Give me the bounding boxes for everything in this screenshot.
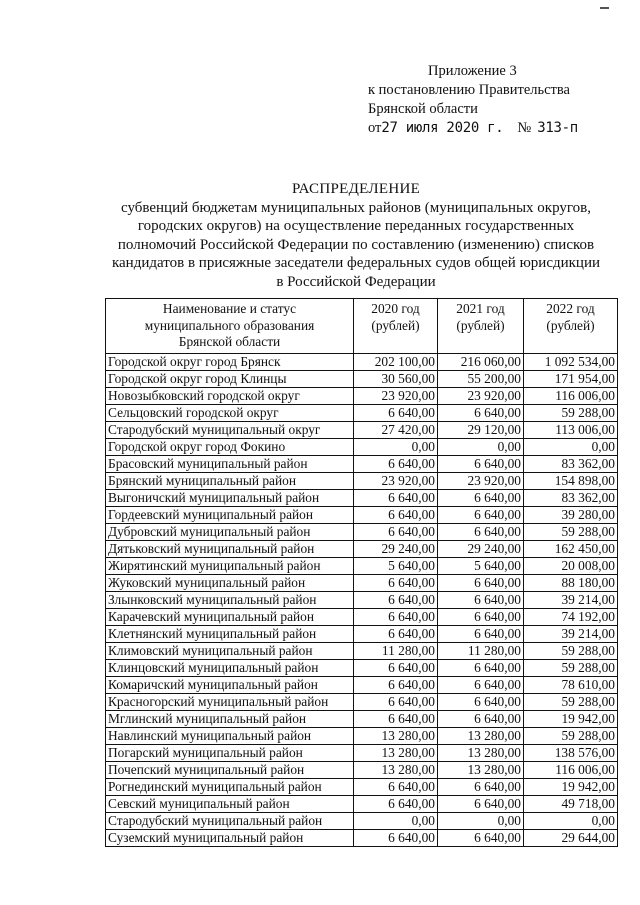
cell-y2021: 6 640,00 — [438, 795, 524, 812]
cell-name: Севский муниципальный район — [106, 795, 354, 812]
cell-y2022: 88 180,00 — [524, 574, 618, 591]
cell-y2022: 19 942,00 — [524, 710, 618, 727]
cell-y2021: 29 120,00 — [438, 421, 524, 438]
cell-y2022: 59 288,00 — [524, 404, 618, 421]
table-row — [106, 540, 618, 557]
table-row — [106, 353, 618, 370]
header-year: 2022 год — [546, 301, 595, 316]
table-row — [106, 438, 618, 455]
cell-y2021: 216 060,00 — [438, 353, 524, 370]
cell-name: Навлинский муниципальный район — [106, 727, 354, 744]
table-row — [106, 404, 618, 421]
cell-y2022: 59 288,00 — [524, 693, 618, 710]
cell-name: Клинцовский муниципальный район — [106, 659, 354, 676]
header-year: 2020 год — [371, 301, 420, 316]
table-row — [106, 506, 618, 523]
table-row — [106, 455, 618, 472]
header-year: 2021 год — [456, 301, 505, 316]
cell-y2020: 6 640,00 — [354, 693, 438, 710]
appendix-date-line — [368, 119, 578, 138]
title-line: в Российской Федерации — [276, 273, 436, 290]
cell-name: Дятьковский муниципальный район — [106, 540, 354, 557]
header-unit: (рублей) — [456, 317, 505, 333]
cell-y2021: 6 640,00 — [438, 506, 524, 523]
cell-y2020: 6 640,00 — [354, 506, 438, 523]
cell-y2022: 59 288,00 — [524, 642, 618, 659]
table-row — [106, 370, 618, 387]
table-row — [106, 387, 618, 404]
table-row — [106, 744, 618, 761]
table-row — [106, 574, 618, 591]
appendix-number-sign: № — [517, 120, 532, 136]
cell-name: Новозыбковский городской округ — [106, 387, 354, 404]
cell-y2022: 83 362,00 — [524, 489, 618, 506]
table-row — [106, 642, 618, 659]
cell-y2021: 6 640,00 — [438, 710, 524, 727]
scan-mark — [600, 7, 609, 9]
appendix-title: Приложение 3 — [428, 63, 517, 79]
cell-y2020: 0,00 — [354, 438, 438, 455]
cell-y2021: 13 280,00 — [438, 761, 524, 778]
cell-y2022: 162 450,00 — [524, 540, 618, 557]
cell-y2022: 74 192,00 — [524, 608, 618, 625]
cell-y2020: 11 280,00 — [354, 642, 438, 659]
cell-y2022: 154 898,00 — [524, 472, 618, 489]
cell-y2021: 6 640,00 — [438, 608, 524, 625]
cell-y2021: 13 280,00 — [438, 727, 524, 744]
cell-y2022: 113 006,00 — [524, 421, 618, 438]
header-2020 — [354, 299, 438, 354]
table-row — [106, 693, 618, 710]
appendix-resolution: к постановлению Правительства — [368, 82, 570, 98]
cell-name: Жуковский муниципальный район — [106, 574, 354, 591]
cell-y2022: 29 644,00 — [524, 829, 618, 846]
table-header-row — [106, 299, 618, 354]
cell-y2021: 6 640,00 — [438, 523, 524, 540]
distribution-table — [105, 298, 618, 847]
table-row — [106, 676, 618, 693]
cell-y2021: 29 240,00 — [438, 540, 524, 557]
cell-y2021: 0,00 — [438, 812, 524, 829]
cell-y2020: 13 280,00 — [354, 727, 438, 744]
cell-y2020: 6 640,00 — [354, 659, 438, 676]
cell-y2020: 6 640,00 — [354, 829, 438, 846]
cell-y2020: 30 560,00 — [354, 370, 438, 387]
cell-y2020: 6 640,00 — [354, 455, 438, 472]
cell-y2021: 6 640,00 — [438, 693, 524, 710]
cell-name: Жирятинский муниципальный район — [106, 557, 354, 574]
cell-name: Климовский муниципальный район — [106, 642, 354, 659]
cell-name: Стародубский муниципальный район — [106, 812, 354, 829]
cell-name: Суземский муниципальный район — [106, 829, 354, 846]
cell-y2021: 6 640,00 — [438, 455, 524, 472]
header-name-line: Брянской области — [178, 334, 281, 349]
cell-y2020: 6 640,00 — [354, 574, 438, 591]
title-line: субвенций бюджетам муниципальных районов (муниципальных округов, — [120, 199, 592, 216]
cell-y2022: 49 718,00 — [524, 795, 618, 812]
cell-y2022: 116 006,00 — [524, 387, 618, 404]
table-row — [106, 727, 618, 744]
table-row — [106, 795, 618, 812]
cell-name: Выгоничский муниципальный район — [106, 489, 354, 506]
cell-y2021: 6 640,00 — [438, 489, 524, 506]
table-row — [106, 625, 618, 642]
cell-name: Городской округ город Брянск — [106, 353, 354, 370]
header-unit: (рублей) — [371, 317, 420, 333]
cell-name: Погарский муниципальный район — [106, 744, 354, 761]
cell-name: Стародубский муниципальный округ — [106, 421, 354, 438]
cell-y2022: 0,00 — [524, 812, 618, 829]
cell-y2022: 39 214,00 — [524, 625, 618, 642]
title-line: городских округов) на осуществление переданных государственных — [137, 218, 575, 234]
table-row — [106, 489, 618, 506]
cell-y2020: 13 280,00 — [354, 744, 438, 761]
cell-y2020: 29 240,00 — [354, 540, 438, 557]
cell-y2020: 6 640,00 — [354, 591, 438, 608]
cell-y2021: 6 640,00 — [438, 676, 524, 693]
cell-y2021: 6 640,00 — [438, 659, 524, 676]
cell-name: Городской округ город Клинцы — [106, 370, 354, 387]
cell-name: Клетнянский муниципальный район — [106, 625, 354, 642]
title-main: РАСПРЕДЕЛЕНИЕ — [291, 181, 421, 197]
header-2021 — [438, 299, 524, 354]
cell-y2021: 0,00 — [438, 438, 524, 455]
cell-y2022: 39 280,00 — [524, 506, 618, 523]
cell-y2020: 23 920,00 — [354, 387, 438, 404]
cell-y2020: 6 640,00 — [354, 404, 438, 421]
cell-name: Городской округ город Фокино — [106, 438, 354, 455]
table-row — [106, 778, 618, 795]
cell-name: Злынковский муниципальный район — [106, 591, 354, 608]
cell-name: Гордеевский муниципальный район — [106, 506, 354, 523]
cell-y2020: 6 640,00 — [354, 608, 438, 625]
table-row — [106, 812, 618, 829]
cell-y2022: 116 006,00 — [524, 761, 618, 778]
cell-y2020: 202 100,00 — [354, 353, 438, 370]
cell-y2020: 6 640,00 — [354, 625, 438, 642]
cell-y2021: 13 280,00 — [438, 744, 524, 761]
cell-y2020: 6 640,00 — [354, 778, 438, 795]
table-row — [106, 523, 618, 540]
cell-y2022: 39 214,00 — [524, 591, 618, 608]
cell-y2021: 5 640,00 — [438, 557, 524, 574]
cell-y2021: 55 200,00 — [438, 370, 524, 387]
cell-y2022: 20 008,00 — [524, 557, 618, 574]
cell-y2021: 11 280,00 — [438, 642, 524, 659]
header-2022 — [524, 299, 618, 354]
title-line: полномочий Российской Федерации по составлению (изменению) списков — [117, 236, 595, 253]
table-row — [106, 557, 618, 574]
cell-y2021: 6 640,00 — [438, 625, 524, 642]
header-name — [106, 299, 354, 354]
cell-y2022: 0,00 — [524, 438, 618, 455]
cell-name: Карачевский муниципальный район — [106, 608, 354, 625]
cell-y2020: 6 640,00 — [354, 795, 438, 812]
cell-y2021: 6 640,00 — [438, 778, 524, 795]
appendix-block — [368, 62, 578, 138]
table-row — [106, 659, 618, 676]
table-row — [106, 761, 618, 778]
cell-y2020: 27 420,00 — [354, 421, 438, 438]
cell-y2021: 6 640,00 — [438, 404, 524, 421]
cell-name: Брасовский муниципальный район — [106, 455, 354, 472]
header-unit: (рублей) — [546, 317, 595, 333]
table-row — [106, 472, 618, 489]
cell-y2020: 6 640,00 — [354, 523, 438, 540]
cell-y2021: 6 640,00 — [438, 829, 524, 846]
appendix-from: от — [368, 120, 382, 136]
cell-name: Почепский муниципальный район — [106, 761, 354, 778]
cell-y2022: 138 576,00 — [524, 744, 618, 761]
table-row — [106, 710, 618, 727]
cell-y2020: 6 640,00 — [354, 489, 438, 506]
cell-y2021: 6 640,00 — [438, 574, 524, 591]
cell-name: Брянский муниципальный район — [106, 472, 354, 489]
cell-name: Дубровский муниципальный район — [106, 523, 354, 540]
cell-name: Мглинский муниципальный район — [106, 710, 354, 727]
cell-y2020: 5 640,00 — [354, 557, 438, 574]
cell-y2021: 23 920,00 — [438, 472, 524, 489]
cell-y2020: 0,00 — [354, 812, 438, 829]
table-row — [106, 421, 618, 438]
document-title — [0, 180, 640, 291]
cell-name: Сельцовский городской округ — [106, 404, 354, 421]
appendix-region: Брянской области — [368, 101, 478, 117]
cell-y2022: 59 288,00 — [524, 659, 618, 676]
cell-y2022: 1 092 534,00 — [524, 353, 618, 370]
title-line: кандидатов в присяжные заседатели федеральных судов общей юрисдикции — [111, 255, 601, 271]
cell-y2020: 13 280,00 — [354, 761, 438, 778]
appendix-date: 27 июля 2020 г. — [381, 120, 504, 136]
cell-y2022: 83 362,00 — [524, 455, 618, 472]
cell-name: Рогнединский муниципальный район — [106, 778, 354, 795]
cell-y2020: 6 640,00 — [354, 710, 438, 727]
cell-y2022: 59 288,00 — [524, 727, 618, 744]
table-row — [106, 591, 618, 608]
cell-y2021: 6 640,00 — [438, 591, 524, 608]
table-row — [106, 829, 618, 846]
cell-y2022: 19 942,00 — [524, 778, 618, 795]
header-name-line: Наименование и статус — [162, 301, 297, 316]
table-body — [106, 353, 618, 846]
header-name-line: муниципального образования — [144, 317, 315, 333]
cell-y2021: 23 920,00 — [438, 387, 524, 404]
table-row — [106, 608, 618, 625]
appendix-number: 313-п — [537, 120, 578, 136]
cell-y2022: 78 610,00 — [524, 676, 618, 693]
cell-name: Комаричский муниципальный район — [106, 676, 354, 693]
cell-y2022: 59 288,00 — [524, 523, 618, 540]
cell-name: Красногорский муниципальный район — [106, 693, 354, 710]
cell-y2020: 23 920,00 — [354, 472, 438, 489]
cell-y2022: 171 954,00 — [524, 370, 618, 387]
cell-y2020: 6 640,00 — [354, 676, 438, 693]
